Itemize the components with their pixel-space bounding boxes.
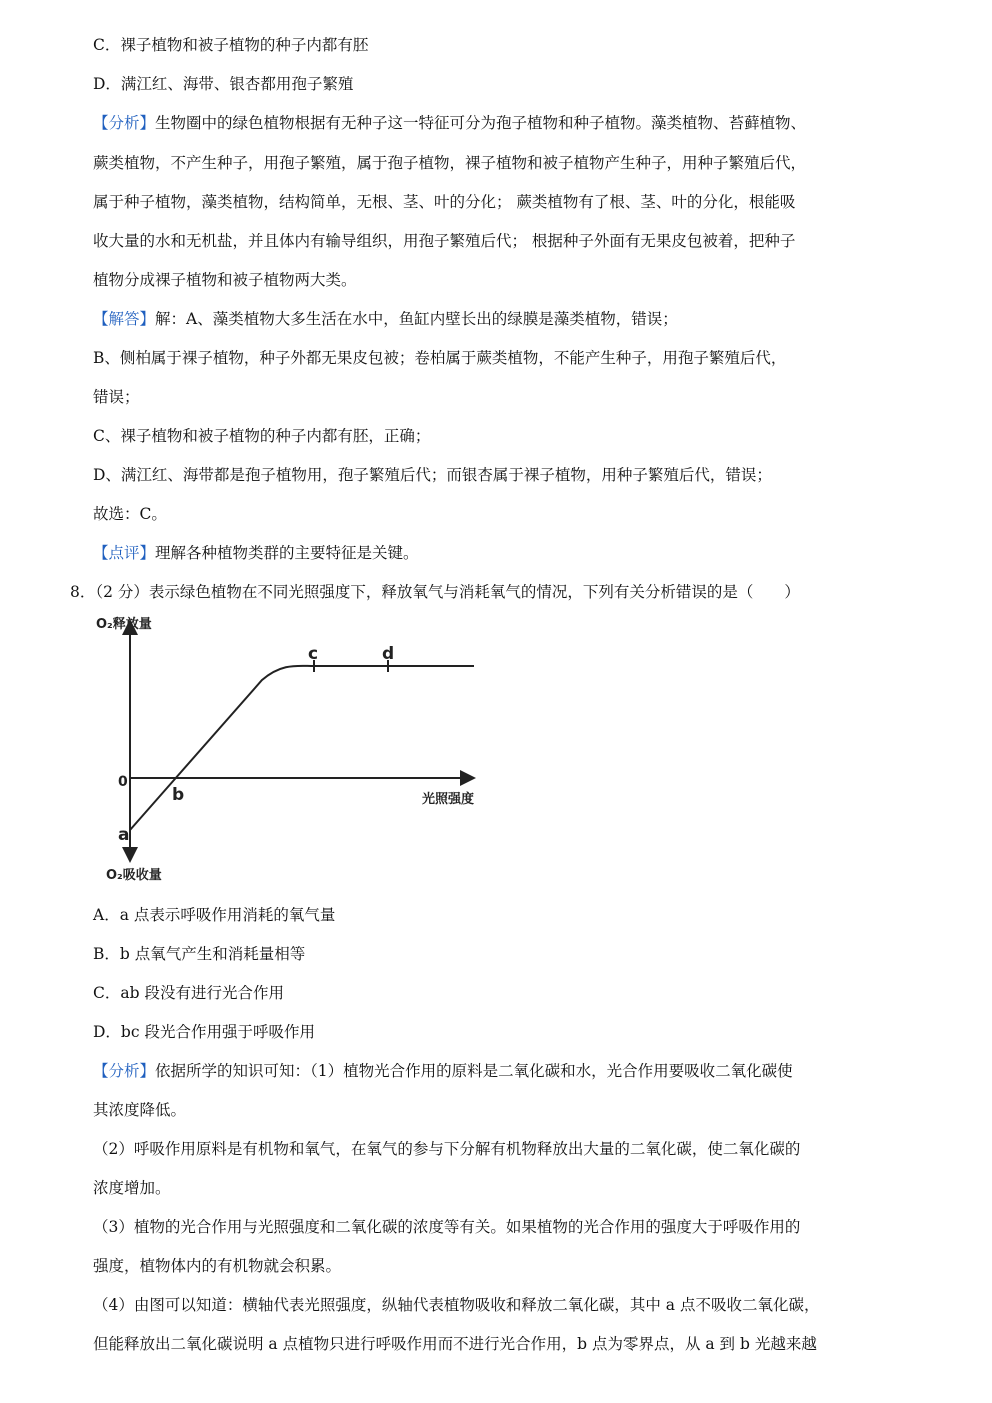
prev-option-d: D．满江红、海带、银杏都用孢子繁殖 [93,75,354,93]
analysis-line-6: 强度，植物体内的有机物就会积累。 [93,1257,342,1275]
analysis-tag: 【分析】 [93,1062,156,1080]
analysis-line-3: （2）呼吸作用原料是有机物和氧气，在氧气的参与下分解有机物释放出大量的二氧化碳，使二氧化碳的 [93,1140,801,1158]
prev-analysis-line-5: 植物分成裸子植物和被子植物两大类。 [93,271,357,289]
analysis-text: 依据所学的知识可知：（1）植物光合作用的原料是二氧化碳和水，光合作用要吸收二氧化碳使 [155,1062,793,1080]
analysis-line-2: 其浓度降低。 [93,1101,187,1119]
prev-answer-line-1 [93,309,678,329]
point-a-label: a [118,825,130,845]
option-c: C．ab 段没有进行光合作用 [93,984,284,1002]
x-axis-label: 光照强度 [422,792,475,807]
prev-analysis-line-4: 收大量的水和无机盐，并且体内有输导组织，用孢子繁殖后代； 根据种子外面有无果皮包被着，把种子 [93,232,796,250]
prev-comment-line [93,543,419,563]
graph-svg [92,615,492,890]
oxygen-light-graph [92,615,492,890]
prev-answer-line-2: B、侧柏属于裸子植物，种子外都无果皮包被；卷柏属于蕨类植物，不能产生种子，用孢子繁殖后代， [93,349,787,367]
prev-answer-line-4: C、裸子植物和被子植物的种子内都有胚，正确； [93,427,431,445]
point-d-label: d [382,644,395,664]
analysis-text: 生物圈中的绿色植物根据有无种子这一特征可分为孢子植物和种子植物。藻类植物、苔藓植物、 [155,114,807,132]
comment-text: 理解各种植物类群的主要特征是关键。 [155,544,419,562]
analysis-line-1 [93,1061,793,1081]
option-d: D．bc 段光合作用强于呼吸作用 [93,1023,315,1041]
answer-tag: 【解答】 [93,310,156,328]
option-a: A．a 点表示呼吸作用消耗的氧气量 [93,906,336,924]
prev-answer-line-6: 故选：C。 [93,505,167,523]
prev-analysis-line-1 [93,113,806,133]
prev-analysis-line-2: 蕨类植物，不产生种子，用孢子繁殖，属于孢子植物，裸子植物和被子植物产生种子，用种子繁殖后代， [93,154,807,172]
comment-tag: 【点评】 [93,544,156,562]
prev-option-c: C．裸子植物和被子植物的种子内都有胚 [93,36,369,54]
analysis-line-7: （4）由图可以知道：横轴代表光照强度，纵轴代表植物吸收和释放二氧化碳，其中 a 点不吸收二氧化碳， [93,1296,820,1314]
prev-answer-line-3: 错误； [93,388,140,406]
prev-analysis-line-3: 属于种子植物，藻类植物，结构简单，无根、茎、叶的分化； 蕨类植物有了根、茎、叶的分化，根能吸 [93,193,796,211]
point-b-label: b [172,785,185,805]
y-top-label: O₂释放量 [96,617,152,632]
analysis-line-4: 浓度增加。 [93,1179,171,1197]
point-c-label: c [308,644,319,664]
y-bottom-label: O₂吸收量 [106,868,162,883]
question-stem: 8．（2 分）表示绿色植物在不同光照强度下，释放氧气与消耗氧气的情况，下列有关分析错误的是（ ） [70,583,800,601]
option-b: B．b 点氧气产生和消耗量相等 [93,945,306,963]
analysis-tag: 【分析】 [93,114,156,132]
analysis-line-8: 但能释放出二氧化碳说明 a 点植物只进行呼吸作用而不进行光合作用，b 点为零界点，从 a 到 b 光越来越 [93,1335,817,1353]
origin-label: 0 [118,774,128,790]
analysis-line-5: （3）植物的光合作用与光照强度和二氧化碳的浓度等有关。如果植物的光合作用的强度大于呼吸作用的 [93,1218,801,1236]
prev-answer-line-5: D、满江红、海带都是孢子植物用，孢子繁殖后代；而银杏属于裸子植物，用种子繁殖后代，错误； [93,466,772,484]
answer-text: 解：A、藻类植物大多生活在水中，鱼缸内壁长出的绿膜是藻类植物，错误； [155,310,678,328]
